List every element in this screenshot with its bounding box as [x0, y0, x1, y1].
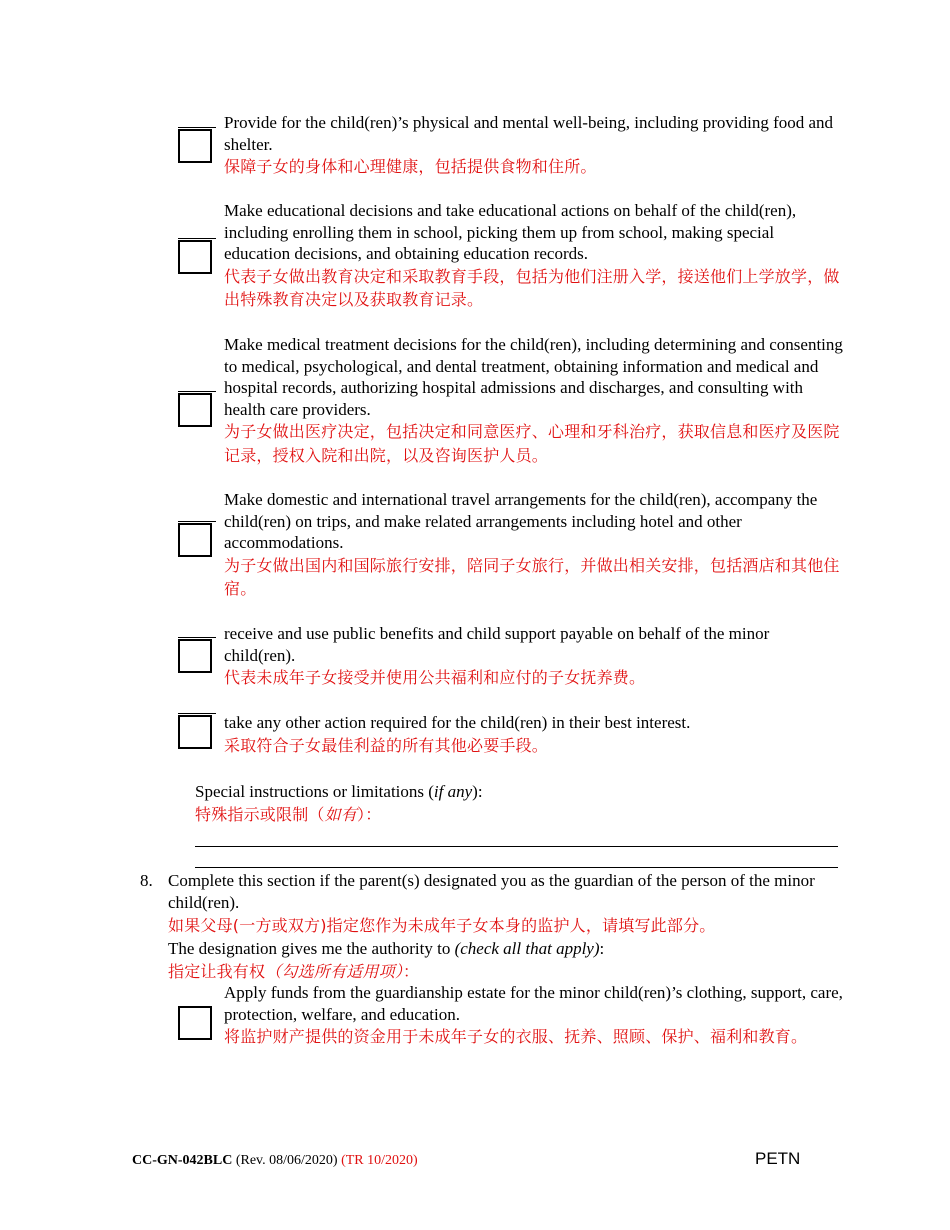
authority-label-zh: 指定让我有权（勾选所有适用项）： — [168, 961, 420, 981]
item-text-en: Provide for the child(ren)’s physical and mental well-being, including providing food and shelter. — [224, 113, 834, 154]
checkbox-underline — [178, 391, 216, 392]
special-instructions — [195, 781, 835, 827]
special-instructions-line-2[interactable] — [195, 867, 838, 868]
checkbox-underline — [178, 713, 216, 714]
list-item — [178, 489, 848, 604]
item-text-en: Make medical treatment decisions for the child(ren), including determining and consenting to medical, psychological, and dental treatment, obtaining information and medical and hospital records, authorizing hospital admissions and discharges, and consulting with health care providers. — [224, 335, 843, 419]
checkbox-public-benefits[interactable] — [178, 639, 212, 673]
item-text-en: Apply funds from the guardianship estate for the minor child(ren)’s clothing, support, care, protection, welfare, and education. — [224, 983, 843, 1024]
list-item — [178, 982, 848, 1077]
item-text-zh: 采取符合子女最佳利益的所有其他必要手段。 — [224, 735, 549, 755]
item-text-zh: 将监护财产提供的资金用于未成年子女的衣服、抚养、照顾、保护、福利和教育。 — [224, 1027, 808, 1046]
form-revision: (Rev. 08/06/2020) — [232, 1153, 342, 1168]
special-instructions-line-1[interactable] — [195, 846, 838, 847]
checkbox-other-action[interactable] — [178, 715, 212, 749]
item-text-en: Make educational decisions and take educational actions on behalf of the child(ren), including enrolling them in school, picking them up from school, making special education decisions, and obtaining education records. — [224, 201, 797, 263]
item-text-en: take any other action required for the child(ren) in their best interest. — [224, 713, 691, 732]
list-item — [178, 712, 848, 760]
form-translation-revision: (TR 10/2020) — [341, 1153, 418, 1168]
section-8-instruction-zh: 如果父母(一方或双方)指定您作为未成年子女本身的监护人，请填写此部分。 — [168, 916, 716, 935]
form-footer — [132, 1153, 418, 1169]
list-item — [178, 200, 848, 315]
item-text-zh: 代表未成年子女接受并使用公共福利和应付的子女抚养费。 — [224, 668, 646, 687]
checkbox-educational-decisions[interactable] — [178, 240, 212, 274]
checkbox-underline — [178, 637, 216, 638]
checkbox-travel-arrangements[interactable] — [178, 523, 212, 557]
checkbox-underline — [178, 521, 216, 522]
list-item — [178, 112, 848, 182]
item-text-en: receive and use public benefits and child support payable on behalf of the minor child(ren). — [224, 624, 770, 665]
form-id: CC-GN-042BLC — [132, 1153, 233, 1168]
checkbox-apply-funds[interactable] — [178, 1006, 212, 1040]
special-instructions-label-zh: 特殊指示或限制（如有）： — [195, 805, 382, 824]
authority-label-en: The designation gives me the authority to (check all that apply): — [168, 938, 605, 958]
form-code: PETN — [755, 1149, 801, 1168]
checkbox-medical-decisions[interactable] — [178, 393, 212, 427]
section-8-instruction-en: Complete this section if the parent(s) designated you as the guardian of the person of the minor child(ren). — [168, 871, 815, 912]
list-item — [178, 334, 848, 470]
checkbox-underline — [178, 127, 216, 128]
section-8-number: 8. — [140, 871, 153, 890]
special-instructions-label-en: Special instructions or limitations (if any): — [195, 782, 483, 801]
section-8 — [168, 870, 838, 983]
item-text-zh: 为子女做出医疗决定，包括决定和同意医疗、心理和牙科治疗，获取信息和医疗及医院记录，授权入院和出院，以及咨询医护人员。 — [224, 422, 840, 465]
item-text-zh: 为子女做出国内和国际旅行安排，陪同子女旅行，并做出相关安排，包括酒店和其他住宿。 — [224, 555, 840, 598]
item-text-zh: 保障子女的身体和心理健康，包括提供食物和住所。 — [224, 157, 597, 176]
item-text-zh: 代表子女做出教育决定和采取教育手段，包括为他们注册入学，接送他们上学放学，做出特殊教育决定以及获取教育记录。 — [224, 266, 840, 309]
item-text-en: Make domestic and international travel arrangements for the child(ren), accompany the child(ren) on trips, and make related arrangements including hotel and other accommodations. — [224, 490, 818, 552]
list-item — [178, 623, 848, 693]
checkbox-underline — [178, 238, 216, 239]
checkbox-physical-wellbeing[interactable] — [178, 129, 212, 163]
